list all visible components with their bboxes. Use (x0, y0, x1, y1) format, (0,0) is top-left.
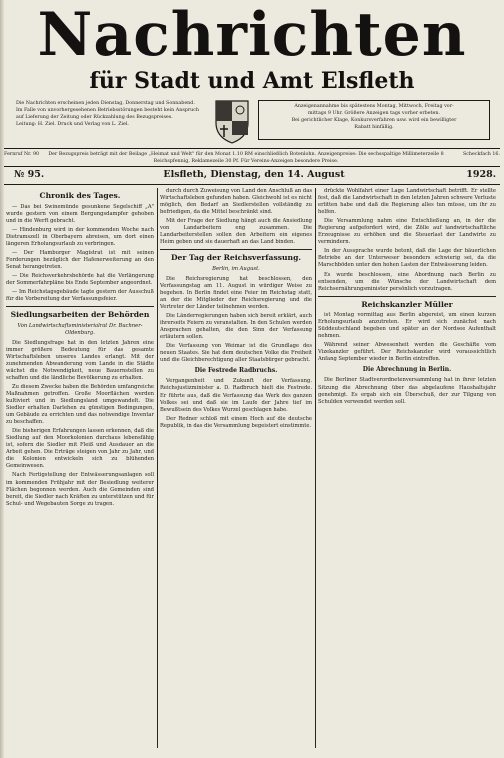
divider (4, 148, 500, 149)
divider (6, 306, 154, 307)
info-line: Leitung: H. Ziel. Druck und Verlag von L. Ziel. (16, 122, 129, 127)
article-paragraph: durch durch Zuweisung von Land den Anschluß an das Wirtschaftsleben gefunden haben. Gleichwohl ist es nicht möglich, den Bedarf an Siedlerstellen vollständig zu befriedigen, da die Mittel beschränkt sind. (160, 188, 312, 216)
article-paragraph: In der Aussprache wurde betont, daß die Lage der bäuerlichen Betriebe an der Unterweser besonders schwierig sei, da die Marschböden unter den hohen Lasten der Entwässerung leiden. (318, 248, 496, 269)
divider (160, 249, 312, 250)
info-line: Im Falle von unvorhergesehenen Betriebsstörungen besteht kein Anspruch (16, 108, 200, 113)
issue-year: 1928. (466, 169, 496, 180)
info-line: auf Lieferung der Zeitung oder Rückzahlung des Bezugspreises. (16, 115, 173, 120)
article-paragraph: Die Länderregierungen haben sich bereit erklärt, auch ihrerseits Feiern zu veranstalten. In den Schulen werden Ansprachen gehalten, die den Sinn der Verfassung erläutern sollen. (160, 313, 312, 341)
news-item: — Im Reichstagsgebäude tagte gestern der Ausschuß für die Vorbereitung der Verfassungsfeier. (6, 289, 154, 303)
postbox: Scheckfach 16. (462, 152, 500, 157)
article-headline-berlin: Die Abrechnung in Berlin. (362, 366, 452, 374)
article-dateline: Berlin, im August. (212, 265, 260, 272)
news-item: — Hindenburg wird in der kommenden Woche nach Dietramszell in Oberbayern abreisen, um dort einen längeren Erholungsurlaub zu verbringen. (6, 226, 154, 247)
article-paragraph: ist Montag vormittag aus Berlin abgereist, um einen kurzen Erholungsurlaub anzutreten. Er wird sich zunächst nach Süddeutschland begeben und später an der Nordsee Aufenthalt nehmen. (318, 312, 496, 340)
column-2 (160, 188, 312, 748)
column-3 (318, 188, 496, 748)
info-line: Rabatt hinfällig. (354, 125, 394, 130)
info-line: Die Nachrichten erscheinen jeden Dienstag, Donnerstag und Sonnabend. (16, 101, 195, 106)
advertising-info-box (258, 100, 490, 140)
article-paragraph: drückte Wohlfahrt einer Lage Landwirtschaft betrifft. Er stellte fest, daß die Landwirtschaft in den letzten Jahren schwere Verluste erlitten habe und daß die Regierung alles tun müsse, um ihr zu helfen. (318, 188, 496, 216)
column-separator (315, 188, 316, 748)
article-headline-verfassung: Der Tag der Reichsverfassung. (170, 253, 302, 263)
page-edge-shadow (0, 0, 4, 758)
article-paragraph: Zu diesem Zwecke haben die Behörden umfangreiche Maßnahmen getroffen. Große Moorflächen werden kultiviert und in Siedlungsland umgewandelt. Die Siedler erhalten Darlehen zu günstigen Bedingungen, um Gebäude zu errichten und das notwendige Inventar zu beschaffen. (6, 383, 154, 426)
article-paragraph: Die Berliner Stadtverordnetenversammlung hat in ihrer letzten Sitzung die Abrechnung über das abgelaufene Haushaltsjahr genehmigt. Es ergab sich ein Überschuß, der zur Tilgung von Schulden verwendet werden soll. (318, 377, 496, 405)
dateline (4, 168, 500, 182)
publication-info (16, 100, 206, 144)
article-headline-mueller: Reichskanzler Müller (361, 299, 453, 309)
article-paragraph: Die Siedlungsfrage hat in den letzten Jahren eine immer größere Bedeutung für das gesamte Wirtschaftsleben unseres Landes erlangt. Mit der zunehmenden Abwanderung vom Lande in die Städte wächst die Notwendigkeit, neue Bauernstellen zu schaffen und die ländliche Bevölkerung zu erhalten. (6, 339, 154, 381)
news-item: — Der Hamburger Magistrat ist mit seinen Forderungen bezüglich der Hafenerweiterung an den Senat herangetreten. (6, 249, 154, 270)
article-byline: Von Landwirtschaftsministerialrat Dr. Buchner-Oldenburg. (17, 322, 143, 336)
article-headline-siedlung: Siedlungsarbeiten der Behörden (10, 310, 150, 320)
divider (4, 184, 500, 185)
news-item: — Das bei Swinemünde gesunkene Segelschiff „A" wurde gestern von einem Bergungsdampfer gehoben und in die Werft gebracht. (6, 203, 154, 224)
article-paragraph: Die bisherigen Erfahrungen lassen erkennen, daß die Siedlung auf den Moorkolonien durchaus lebensfähig ist, sofern die Siedler mit Fleiß und Ausdauer an die Arbeit gehen. Die Erträge steigen von Jahr zu Jahr, und die Kolonien entwickeln sich zu blühenden Gemeinwesen. (6, 428, 154, 470)
article-headline-festrede: Die Festrede Radbruchs. (194, 367, 278, 375)
article-paragraph: Die Reichsregierung hat beschlossen, den Verfassungstag am 11. August in würdiger Weise zu begehen. In Berlin findet eine Feier im Reichstag statt, an der die Mitglieder der Reichsregierung und die Vertreter der Länder teilnehmen werden. (160, 275, 312, 311)
phone-number: Fernruf Nr. 90 (4, 152, 40, 157)
section-heading-chronik: Chronik des Tages. (39, 191, 121, 200)
info-line: Bei gerichtlicher Klage, Konkursverfahren usw. wird ein bewilligter (291, 118, 457, 123)
price-strip (4, 151, 500, 165)
article-paragraph: Der Redner schloß mit einem Hoch auf die deutsche Republik, in das die Versammlung begeistert einstimmte. (160, 415, 312, 429)
price-text: Der Bezugspreis beträgt mit der Beilage „Heimat und Welt" für den Monat 1.10 RM einschließlich Botenlohn. Anzeigenpreise: Die sechsspaltige Millimeterzeile 8 Reichspfennig, Reklamezeile 30 Pf. Für Vereins-Anzeigen besondere Preise. (48, 152, 444, 164)
issue-number: № 95. (14, 169, 45, 180)
info-line: Anzeigenannahme bis spätestens Montag, Mittwoch, Freitag vor- (294, 104, 454, 109)
divider (4, 166, 500, 167)
info-line: mittags 9 Uhr. Größere Anzeigen tags vorher erbeten. (308, 111, 440, 116)
article-paragraph: Mit der Frage der Siedlung hängt auch die Ansiedlung von Landarbeitern eng zusammen. Die Landarbeiterstellen sollen den Arbeitern ein eigenes Heim geben und sie dauerhaft an das Land binden. (160, 218, 312, 246)
masthead-title: Nachrichten (37, 4, 467, 66)
column-separator (157, 188, 158, 748)
masthead-subtitle: für Stadt und Amt Elsfleth (89, 68, 415, 94)
issue-date: Elsfleth, Dienstag, den 14. August (163, 169, 345, 180)
article-paragraph: Die Verfassung von Weimar ist die Grundlage des neuen Staates. Sie hat dem deutschen Volke die Freiheit und die Gleichberechtigung aller Staatsbürger gebracht. (160, 343, 312, 364)
article-paragraph: Während seiner Abwesenheit werden die Geschäfte vom Vizekanzler geführt. Der Reichskanzler wird voraussichtlich Anfang September wieder in Berlin eintreffen. (318, 342, 496, 363)
article-paragraph: Es wurde beschlossen, eine Abordnung nach Berlin zu entsenden, um die Wünsche der Landwirtschaft dem Reichsernährungsminister persönlich vorzutragen. (318, 271, 496, 292)
divider (318, 296, 496, 297)
news-item: — Die Reichsverkehrsbehörde hat die Verlängerung der Sommerfahrpläne bis Ende September angeordnet. (6, 272, 154, 286)
article-paragraph: Vergangenheit und Zukunft der Verfassung. Reichsjustizminister a. D. Radbruch hielt die Festrede. Er führte aus, daß die Verfassung das Werk des ganzen Volkes sei und daß sie im Laufe der Jahre tief im Bewußtsein des Volkes Wurzel geschlagen habe. (160, 378, 312, 413)
article-paragraph: Nach Fertigstellung der Entwässerungsanlagen soll im kommenden Frühjahr mit der Besiedlung weiterer Flächen begonnen werden. Auch die Gemeinden sind bereit, die Siedler nach Kräften zu unterstützen und für Schul- und Wegebauten Sorge zu tragen. (6, 472, 154, 507)
column-1 (6, 188, 154, 748)
article-paragraph: Die Versammlung nahm eine Entschließung an, in der die Regierung aufgefordert wird, die Zölle auf landwirtschaftliche Erzeugnisse zu erhöhen und die Steuerlast der Landwirte zu vermindern. (318, 218, 496, 246)
coat-of-arms-icon (212, 97, 252, 145)
